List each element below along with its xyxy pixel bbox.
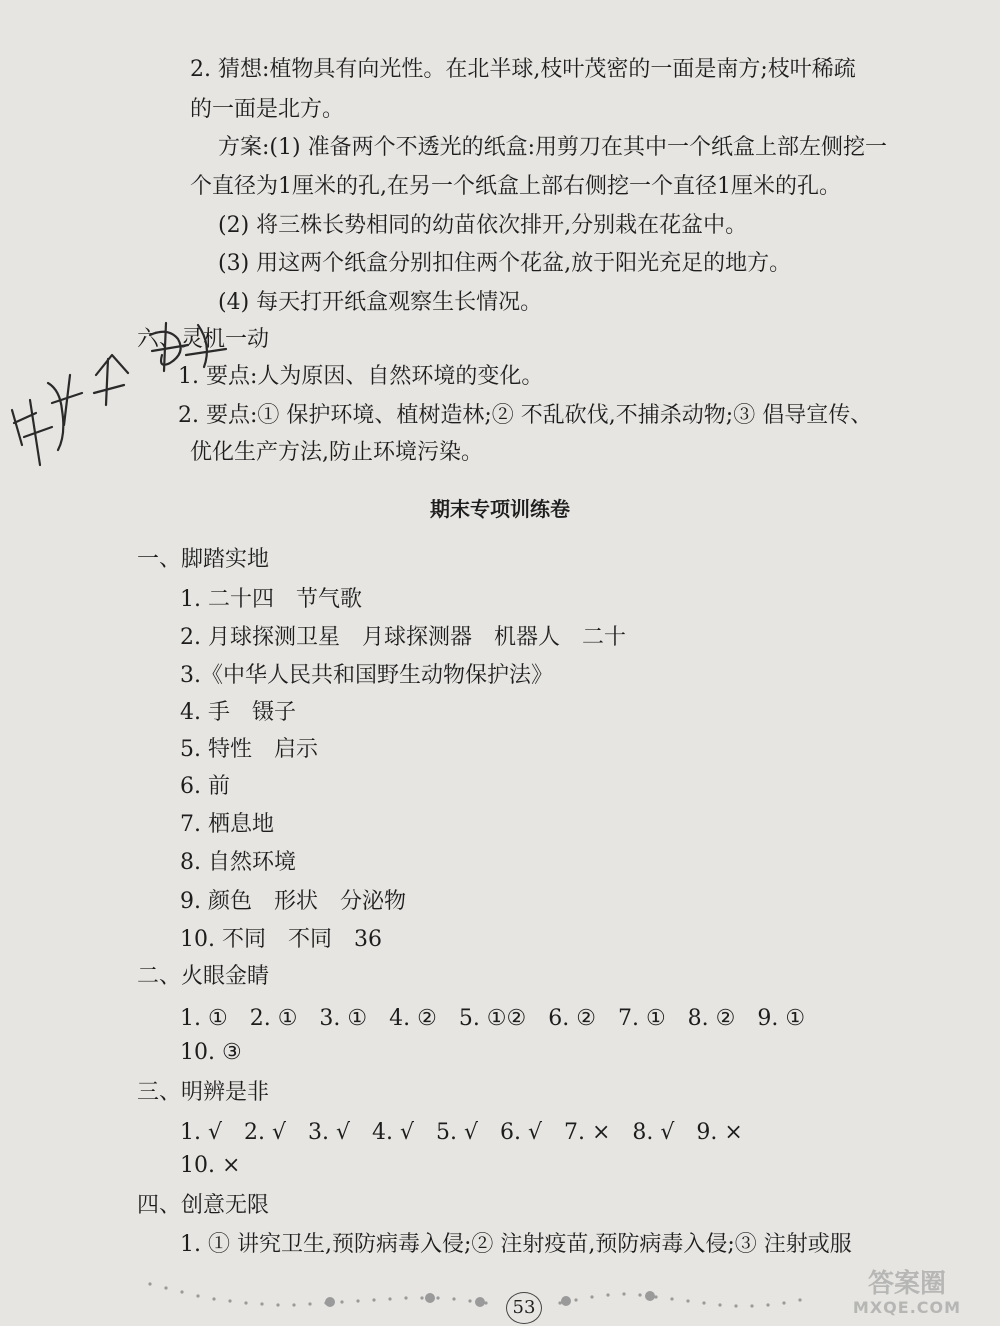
text-line: 优化生产方法,防止环境污染。 (190, 440, 483, 465)
answer-item: 3.《中华人民共和国野生动物保护法》 (180, 663, 553, 688)
text-line: 2. 要点:① 保护环境、植树造林;② 不乱砍伐,不捕杀动物;③ 倡导宣传、 (178, 403, 873, 428)
answer-item: 1. √ 2. √ 3. √ 4. √ 5. √ 6. √ 7. × 8. √ 9. × (180, 1120, 743, 1145)
text-line: 个直径为1厘米的孔,在另一个纸盒上部右侧挖一个直径1厘米的孔。 (190, 174, 841, 199)
answer-item: 9. 颜色 形状 分泌物 (180, 889, 406, 914)
page-title: 期末专项训练卷 (430, 497, 570, 521)
answer-item: 5. 特性 启示 (180, 737, 318, 762)
text-line: 1. 要点:人为原因、自然环境的变化。 (178, 364, 544, 389)
text-line: 的一面是北方。 (190, 97, 345, 122)
section-title: 一、脚踏实地 (137, 547, 270, 572)
section-title: 二、火眼金睛 (137, 964, 270, 989)
text-line: (3) 用这两个纸盒分别扣住两个花盆,放于阳光充足的地方。 (218, 251, 792, 276)
answer-item: 8. 自然环境 (180, 850, 296, 875)
answer-item: 1. 二十四 节气歌 (180, 587, 362, 612)
answer-item: 10. × (180, 1153, 241, 1178)
watermark-text: 答案圈 (867, 1269, 946, 1299)
text-line: 2. 猜想:植物具有向光性。在北半球,枝叶茂密的一面是南方;枝叶稀疏 (190, 57, 856, 82)
section-title: 六、灵机一动 (137, 327, 270, 352)
answer-item: 1. ① 2. ① 3. ① 4. ② 5. ①② 6. ② 7. ① 8. ② 9. ① (180, 1006, 806, 1031)
section-title: 三、明辨是非 (137, 1080, 270, 1105)
watermark-url: MXQE.COM (852, 1298, 962, 1317)
answer-item: 4. 手 镊子 (180, 700, 296, 725)
text-line: (4) 每天打开纸盒观察生长情况。 (218, 290, 543, 315)
page-number: 53 (506, 1292, 542, 1324)
answer-item: 2. 月球探测卫星 月球探测器 机器人 二十 (180, 625, 626, 650)
answer-item: 10. 不同 不同 36 (180, 927, 382, 952)
handwritten-scribble-icon (0, 315, 250, 475)
section-title: 四、创意无限 (137, 1193, 270, 1218)
watermark-logo (822, 1270, 992, 1322)
answer-item: 1. ① 讲究卫生,预防病毒入侵;② 注射疫苗,预防病毒入侵;③ 注射或服 (180, 1232, 852, 1257)
answer-item: 7. 栖息地 (180, 812, 274, 837)
text-line: (2) 将三株长势相同的幼苗依次排开,分别栽在花盆中。 (218, 213, 748, 238)
answer-item: 10. ③ (180, 1040, 242, 1065)
text-line: 方案:(1) 准备两个不透光的纸盒:用剪刀在其中一个纸盒上部左侧挖一 (218, 135, 887, 160)
answer-item: 6. 前 (180, 774, 230, 799)
